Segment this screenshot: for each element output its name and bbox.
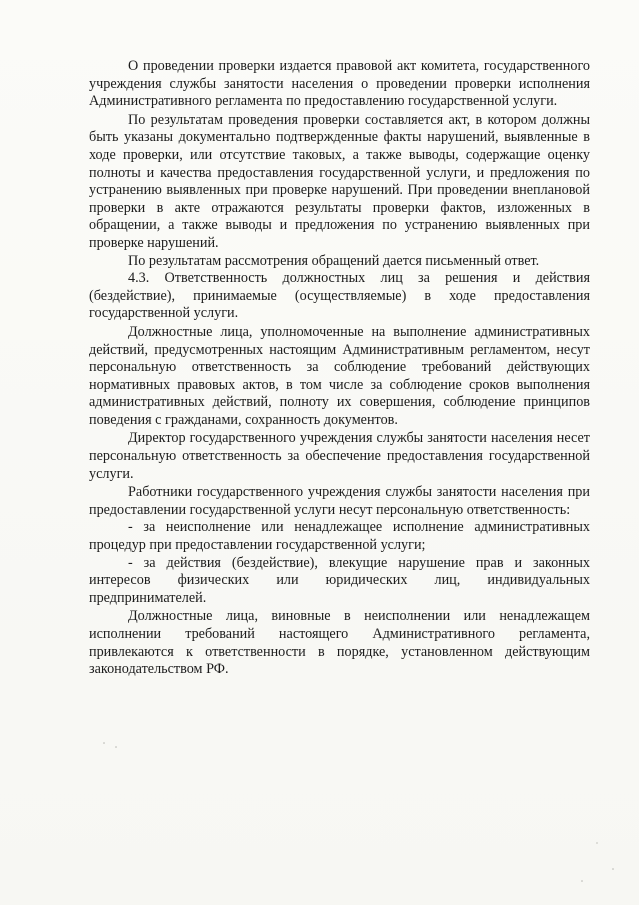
scan-speck (103, 742, 105, 744)
scan-speck (581, 880, 583, 882)
scan-speck (612, 868, 614, 870)
list-item-non-performance: - за неисполнение или ненадлежащее исполнение административных процедур при предоставлении государственной услуги; (89, 519, 590, 554)
paragraph-inspection-act: О проведении проверки издается правовой акт комитета, государственного учреждения службы занятости населения о проведении проверки исполнения Административного регламента по предоставлению государственной услуги. (89, 58, 590, 110)
paragraph-employees-responsibility: Работники государственного учреждения службы занятости населения при предоставлении государственной услуги несут персональную ответственность: (89, 484, 590, 518)
section-heading-4-3: 4.3. Ответственность должностных лиц за решения и действия (бездействие), принимаемые (осуществляемые) в ходе предоставления государственной услуги. (89, 270, 590, 322)
scan-speck (115, 746, 117, 748)
scan-speck (596, 842, 598, 844)
document-body (89, 58, 590, 679)
paragraph-liability: Должностные лица, виновные в неисполнении или ненадлежащем исполнении требований настоящего Административного регламента, привлекаются к ответственности в порядке, установленном действующим законодательством РФ. (89, 608, 590, 678)
list-item-rights-violation: - за действия (бездействие), влекущие нарушение прав и законных интересов физических или юридических лиц, индивидуальных предпринимателей. (89, 554, 590, 606)
paragraph-director-responsibility: Директор государственного учреждения службы занятости населения несет персональную ответственность за обеспечение предоставления государственной услуги. (89, 430, 590, 482)
paragraph-officials-responsibility: Должностные лица, уполномоченные на выполнение административных действий, предусмотренных настоящим Административным регламентом, несут персональную ответственность за соблюдение требований действующих нормативных правовых актов, в том числе за соблюдение сроков выполнения административных действий, полноту их совершения, соблюдение принципов поведения с гражданами, сохранность документов. (89, 323, 590, 428)
paragraph-written-response: По результатам рассмотрения обращений дается письменный ответ. (128, 252, 540, 269)
paragraph-inspection-results: По результатам проведения проверки составляется акт, в котором должны быть указаны документально подтвержденные факты нарушений, выявленные в ходе проверки, или отсутствие таковых, а также выводы, содержащие оценку полноты и качества предоставления государственной услуги, и предложения по устранению выявленных при проверке нарушений. При проведении внеплановой проверки в акте отражаются результаты проверки фактов, изложенных в обращении, а также выводы и предложения по устранению выявленных при проверке нарушений. (89, 111, 590, 251)
